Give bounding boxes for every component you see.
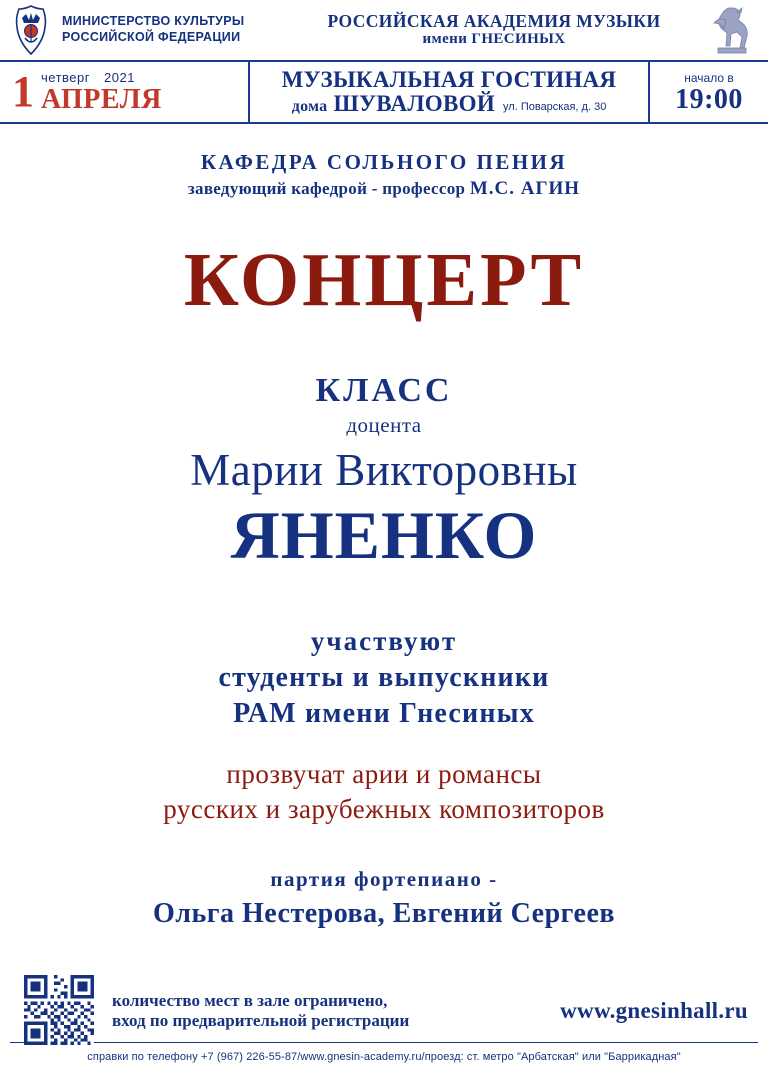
department-head (24, 178, 744, 200)
venue-block (250, 62, 648, 122)
academy-block (292, 11, 704, 48)
date-block (0, 62, 248, 122)
time-label: начало в (684, 70, 734, 85)
ministry-text (62, 14, 244, 45)
date-weekday-year (41, 70, 162, 85)
academy-line1: РОССИЙСКАЯ АКАДЕМИЯ МУЗЫКИ (327, 11, 661, 32)
russian-double-headed-eagle-emblem-icon (8, 4, 54, 56)
venue-house-word: дома (291, 98, 328, 115)
class-word: КЛАСС (315, 372, 453, 409)
website-link[interactable]: www.gnesinhall.ru (560, 998, 748, 1023)
date-weekday: четверг (41, 70, 90, 85)
academy-line2: имени ГНЕСИНЫХ (422, 31, 566, 48)
venue-house-name: ШУВАЛОВОЙ (333, 91, 496, 116)
contact-phone: справки по телефону +7 (967) 226-55-87 (87, 1051, 298, 1063)
poster-footer (0, 980, 768, 1068)
registration-notice (112, 991, 409, 1032)
ministry-line1: МИНИСТЕРСТВО КУЛЬТУРЫ (62, 14, 245, 29)
program-line2: русских и зарубежных композиторов (163, 794, 605, 825)
contacts-divider-1: / (297, 1051, 301, 1063)
time-block (650, 62, 768, 122)
department-head-name: М.С. АГИН (469, 178, 581, 199)
participate-word: участвуют (310, 626, 458, 656)
contact-site[interactable]: www.gnesin-academy.ru (300, 1051, 422, 1063)
date-details (41, 70, 162, 114)
notice-line2: вход по предварительной регистрации (112, 1011, 410, 1030)
pegasus-statue-icon (704, 2, 758, 58)
date-month: АПРЕЛЯ (41, 84, 162, 115)
participants-line1: студенты и выпускники (218, 661, 550, 693)
date-year: 2021 (104, 70, 135, 85)
contacts-divider-2: / (421, 1051, 425, 1063)
program-line1: прозвучат арии и романсы (226, 759, 542, 790)
date-venue-band (0, 62, 768, 124)
teacher-given-name: Марии Викторовны (190, 445, 578, 495)
department-title: КАФЕДРА СОЛЬНОГО ПЕНИЯ (200, 150, 568, 174)
participants-line2: РАМ имени Гнесиных (233, 697, 535, 729)
teacher-position: доцента (346, 413, 422, 437)
venue-line2 (292, 92, 495, 116)
ministry-block (0, 4, 292, 56)
pianists-names: Ольга Нестерова, Евгений Сергеев (152, 898, 616, 930)
notice-line1: количество мест в зале ограничено, (112, 990, 388, 1010)
teacher-surname: ЯНЕНКО (230, 497, 538, 573)
date-day: 1 (12, 67, 34, 116)
poster-header (0, 0, 768, 62)
time-value: 19:00 (675, 83, 743, 115)
piano-label: партия фортепиано - (270, 867, 498, 892)
poster-body (0, 124, 768, 930)
contact-metro: проезд: ст. метро "Арбатская" или "Баррикадная" (424, 1051, 681, 1063)
poster-main-title: КОНЦЕРТ (183, 238, 585, 322)
footer-main-row (0, 980, 768, 1042)
department-head-prefix: заведующий кафедрой - профессор (187, 179, 466, 198)
venue-address: ул. Поварская, д. 30 (503, 101, 607, 113)
venue-line2-row (292, 92, 607, 116)
footer-contacts-row (10, 1042, 758, 1065)
venue-line1: МУЗЫКАЛЬНАЯ ГОСТИНАЯ (281, 66, 617, 92)
qr-code-icon[interactable] (24, 975, 94, 1045)
ministry-line2: РОССИЙСКОЙ ФЕДЕРАЦИИ (62, 30, 241, 44)
